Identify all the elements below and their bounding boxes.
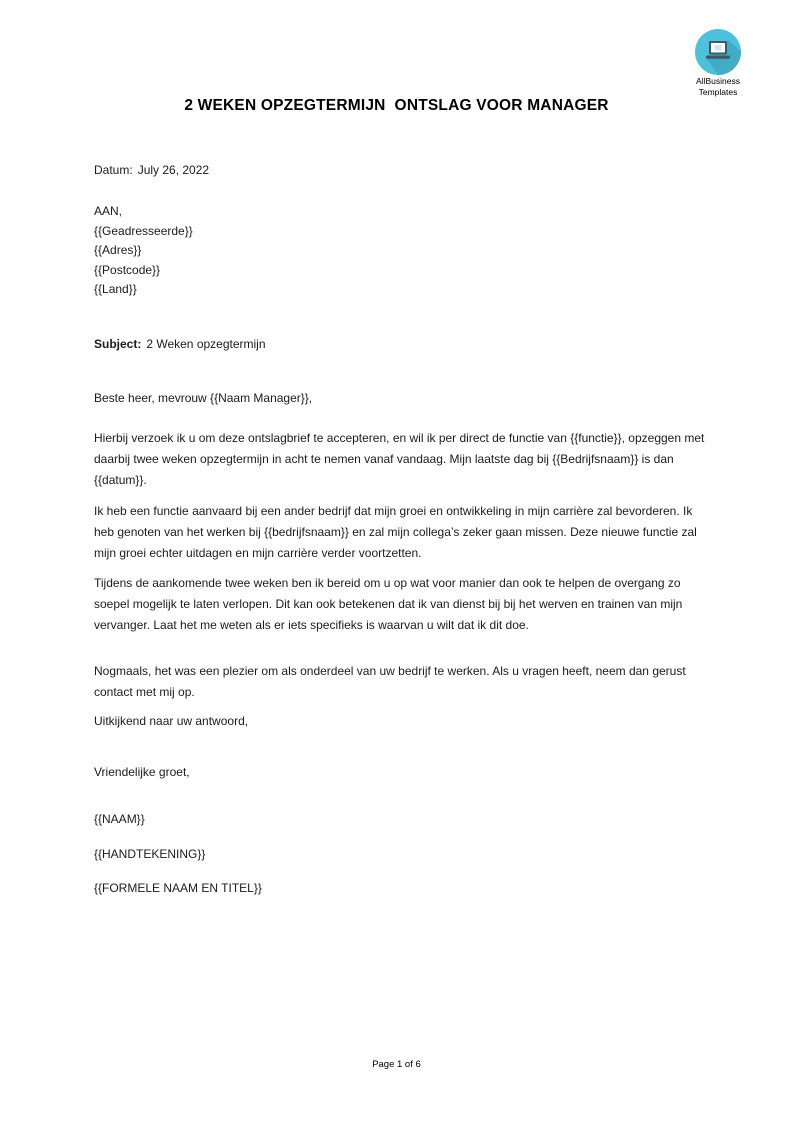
date-line — [94, 160, 707, 181]
laptop-base — [706, 56, 730, 59]
body-paragraph-2: Ik heb een functie aanvaard bij een ander bedrijf dat mijn groei en ontwikkeling in mijn carrière zal bevorderen. Ik heb genoten van het werken bij {{bedrijfsnaam}} en zal mijn collega’s zeker gaan missen. Deze nieuwe functie zal mijn groei echter uitdagen en mijn carrière verder voortzetten. — [94, 504, 697, 560]
recipient-line-aan: AAN, — [94, 204, 123, 218]
page-number-footer: Page 1 of 6 — [372, 1059, 421, 1070]
date-value: July 26, 2022 — [137, 163, 210, 177]
signature-name-placeholder: {{NAAM}} — [94, 812, 145, 826]
body-paragraph-5: Uitkijkend naar uw antwoord, — [94, 714, 249, 728]
body-paragraph-1: Hierbij verzoek ik u om deze ontslagbrief te accepteren, en wil ik per direct de functie van {{functie}}, opzeggen met daarbij twee weken opzegtermijn in acht te nemen vanaf vandaag. Mijn laatste dag bij {{Bedrijfsnaam}} is dan {{datum}}. — [94, 431, 705, 487]
subject-value: 2 Weken opzegtermijn — [146, 337, 266, 351]
recipient-line-postcode: {{Postcode}} — [94, 262, 161, 277]
body-paragraph-4: Nogmaals, het was een plezier om als onderdeel van uw bedrijf te werken. Als u vragen heeft, neem dan gerust contact met mij op. — [94, 664, 686, 699]
recipient-line-geadresseerde: {{Geadresseerde}} — [94, 223, 193, 238]
logo-text-line2: Templates — [698, 86, 738, 97]
recipient-line-land: {{Land}} — [94, 282, 137, 296]
greeting-line: Beste heer, mevrouw {{Naam Manager}}, — [94, 391, 313, 405]
body-paragraph-3: Tijdens de aankomende twee weken ben ik bereid om u op wat voor manier dan ook te helpen de overgang zo soepel mogelijk te laten verlopen. Dit kan ook betekenen dat ik van dienst bij bij het werven en trainen van mijn vervanger. Laat het me weten als er iets specifieks is waarvan u wilt dat ik dit doe. — [94, 576, 683, 632]
laptop-screen-window — [715, 45, 722, 51]
date-label: Datum: — [94, 163, 133, 177]
signature-handtekening-placeholder: {{HANDTEKENING}} — [94, 847, 206, 861]
logo-text-line1: AllBusiness — [696, 76, 740, 86]
letter-title: 2 WEKEN OPZEGTERMIJN ONTSLAG VOOR MANAGER — [184, 97, 609, 114]
allbusiness-logo — [672, 29, 764, 97]
laptop-logo-icon — [695, 29, 741, 75]
closing-line: Vriendelijke groet, — [94, 765, 190, 779]
subject-label: Subject: — [94, 337, 142, 351]
signature-formal-name-placeholder: {{FORMELE NAAM EN TITEL}} — [94, 881, 262, 895]
recipient-line-adres: {{Adres}} — [94, 243, 142, 257]
logo-wordmark — [672, 76, 764, 97]
recipient-block — [94, 202, 707, 300]
subject-line — [94, 334, 707, 355]
